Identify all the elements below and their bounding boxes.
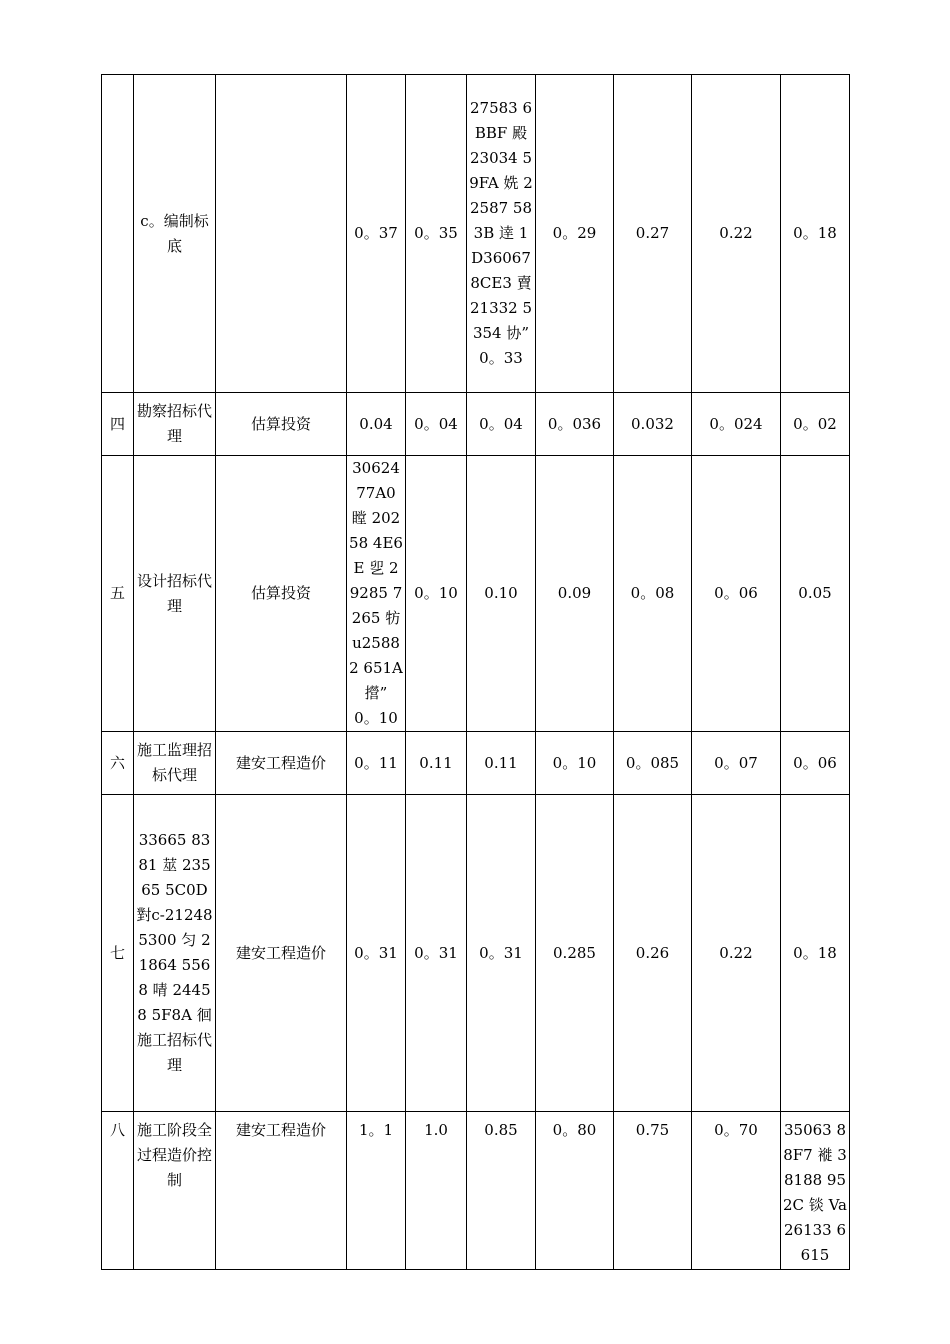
rate-cell: 35063 88F7 褷 38188 952C 锬 Va26133 6615 [781,1112,850,1270]
calc-basis: 建安工程造价 [216,1112,347,1270]
rate-cell: 0。11 [347,732,406,795]
calc-basis: 建安工程造价 [216,732,347,795]
rate-cell-value: 0。33 [479,349,523,367]
rate-cell: 0。085 [614,732,692,795]
rate-cell: 0.11 [467,732,536,795]
calc-basis: 建安工程造价 [216,795,347,1112]
rate-cell: 0。18 [781,795,850,1112]
rate-cell: 0.285 [536,795,614,1112]
rate-cell: 0。35 [406,75,467,393]
rate-cell: 0。37 [347,75,406,393]
rate-cell: 0.22 [692,795,781,1112]
row-number [102,75,134,393]
fee-rate-table [101,74,850,1270]
rate-cell: 0。31 [347,795,406,1112]
rate-cell: 0。70 [692,1112,781,1270]
rate-cell: 0。02 [781,393,850,456]
rate-cell [467,75,536,393]
table-row [102,75,850,393]
rate-cell: 0。024 [692,393,781,456]
rate-cell: 1。1 [347,1112,406,1270]
item-label: 施工招标代理 [136,1031,212,1074]
rate-cell-garbled-text: 30624 77A0 瞠 20258 4E6E 乮 29285 7265 牥 u25882 651A 攚” [349,459,403,702]
rate-cell: 0。06 [692,456,781,732]
rate-cell: 0。10 [536,732,614,795]
rate-cell: 0。06 [781,732,850,795]
row-number: 七 [102,795,134,1112]
item-name: 施工监理招标代理 [134,732,216,795]
table-row [102,732,850,795]
rate-cell: 0。04 [467,393,536,456]
rate-cell: 0。08 [614,456,692,732]
calc-basis: 估算投资 [216,393,347,456]
rate-cell: 0.10 [467,456,536,732]
calc-basis: 估算投资 [216,456,347,732]
item-name: c。编制标底 [134,75,216,393]
item-garbled-text: 33665 8381 莁 23565 5C0D 對c-21248 5300 匀 21864 5568 啨 24458 5F8A 徊 [136,831,213,1024]
item-name [134,795,216,1112]
calc-basis [216,75,347,393]
item-name: 设计招标代理 [134,456,216,732]
rate-cell: 0.27 [614,75,692,393]
rate-cell: 0。18 [781,75,850,393]
item-name: 施工阶段全过程造价控制 [134,1112,216,1270]
rate-cell: 0。29 [536,75,614,393]
row-number: 八 [102,1112,134,1270]
rate-cell: 0.04 [347,393,406,456]
row-number: 五 [102,456,134,732]
rate-cell: 0.75 [614,1112,692,1270]
rate-cell: 0.032 [614,393,692,456]
row-number: 四 [102,393,134,456]
rate-cell: 0.26 [614,795,692,1112]
rate-cell: 0.05 [781,456,850,732]
table-row [102,795,850,1112]
rate-cell: 1.0 [406,1112,467,1270]
rate-cell-garbled-text: 27583 6BBF 殿 23034 59FA 姺 22587 583B 逹 1D36067 8CE3 賣 21332 5354 协” [469,99,533,342]
rate-cell: 0。07 [692,732,781,795]
rate-cell: 0。80 [536,1112,614,1270]
table-row [102,456,850,732]
rate-cell: 0。10 [406,456,467,732]
table-row [102,393,850,456]
rate-cell [347,456,406,732]
rate-cell: 0.11 [406,732,467,795]
item-name: 勘察招标代理 [134,393,216,456]
rate-cell-value: 0。10 [354,709,398,727]
rate-cell: 0。04 [406,393,467,456]
rate-cell: 0。31 [406,795,467,1112]
rate-cell: 0.22 [692,75,781,393]
rate-cell: 0。31 [467,795,536,1112]
table-row [102,1112,850,1270]
rate-cell: 0.85 [467,1112,536,1270]
rate-cell: 0。036 [536,393,614,456]
row-number: 六 [102,732,134,795]
rate-cell: 0.09 [536,456,614,732]
